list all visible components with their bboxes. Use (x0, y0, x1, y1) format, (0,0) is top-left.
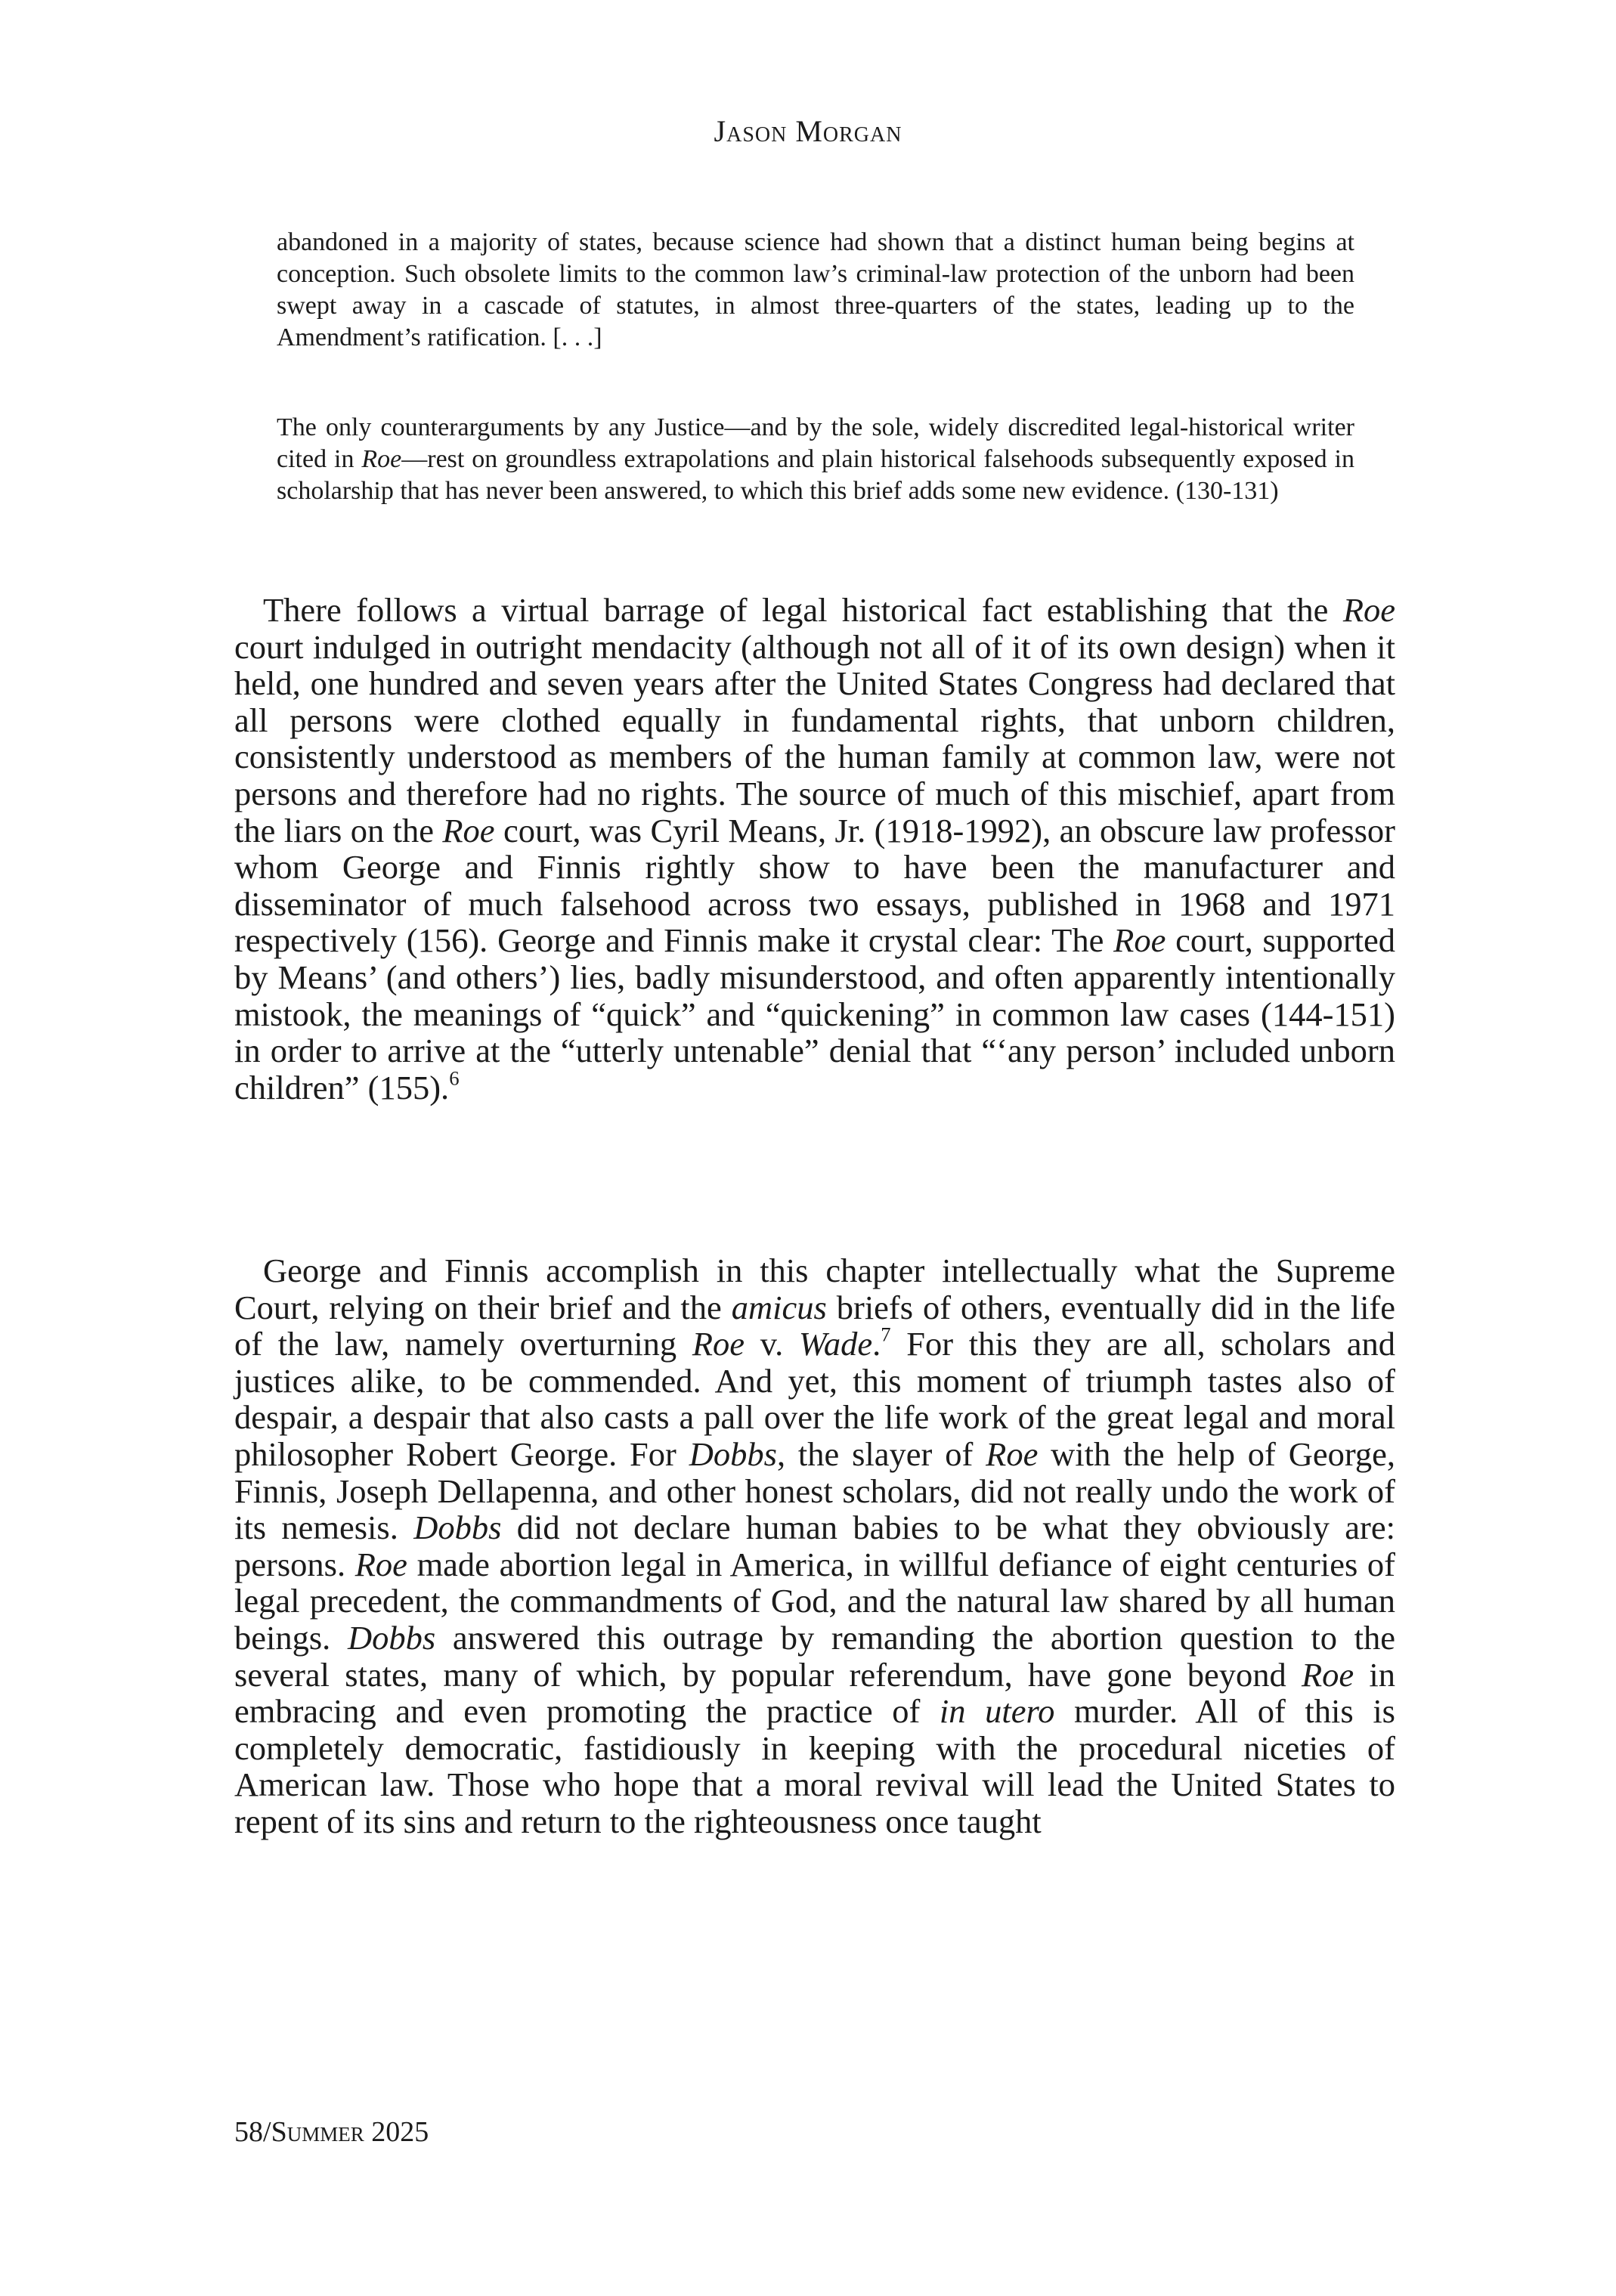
block-quote-paragraph-2 (277, 412, 1354, 507)
text-run: There follows a virtual barrage of legal historical fact establishing that the (263, 591, 1343, 629)
text-run: did not declare human babies to be what they obviously are: persons. (234, 1508, 1395, 1583)
text-run: . (872, 1325, 881, 1363)
text-run: , the slayer of (776, 1434, 986, 1473)
text-run: made abortion legal in America, in willful defiance of eight centuries of legal precedent, the commandments of God, and the natural law shared by all human beings. (234, 1545, 1395, 1657)
text-run: court, supported by Means’ (and others’) lies, badly misunderstood, and often apparently intentionally mistook, the meanings of “quick” and “quickening” in common law cases (144-151) in order to arrive at the “utterly untenable” denial that “‘any person’ included unborn children” (155). (234, 921, 1395, 1106)
text-run: v. (745, 1325, 799, 1363)
text-run: answered this outrage by remanding the abortion question to the several states, many of which, by popular referendum, have gone beyond (234, 1618, 1395, 1694)
text-run: The only counterarguments by any Justice—and by the sole, widely discredited legal-historical writer cited in (277, 413, 1354, 473)
running-head: Jason Morgan (714, 114, 902, 148)
text-run: murder. All of this is completely democratic, fastidiously in keeping with the procedural niceties of American law. Those who hope that a moral revival will lead the United States to repent of its sins and return to the righteousness once taught (234, 1692, 1396, 1840)
case-name-italic: Roe (1113, 921, 1166, 960)
case-name-italic: Roe (361, 445, 402, 473)
case-name-italic: Roe (1342, 591, 1395, 629)
case-name-italic: Dobbs (348, 1618, 436, 1657)
issue-year: 2025 (364, 2116, 429, 2148)
footnote-marker[interactable]: 7 (881, 1323, 891, 1346)
case-name-italic: Roe (692, 1325, 745, 1363)
block-quote-paragraph-1: abandoned in a majority of states, because science had shown that a distinct human being begins at conception. Such obsolete limits to the common law’s criminal-law protection of the unborn had been swept away in a cascade of statutes, in almost three-quarters of the states, leading up to the Amendment’s ratification. [. . .] (277, 228, 1354, 351)
body-paragraph-1 (234, 592, 1395, 1106)
text-run: court indulged in outright mendacity (although not all of it of its own design) when it held, one hundred and seven years after the United States Congress had declared that all persons were clothed equally in fundamental rights, that unborn children, consistently understood as members of the human family at common law, were not persons and therefore had no rights. The source of much of this mischief, apart from the liars on the (234, 627, 1395, 849)
case-name-italic: Dobbs (689, 1434, 777, 1473)
latin-term-italic: in utero (939, 1692, 1055, 1731)
text-run: in embracing and even promoting the practice of (234, 1655, 1395, 1731)
text-run: For this they are all, scholars and justices alike, to be commended. And yet, this moment of triumph tastes also of despair, a despair that also casts a pall over the life work of the great legal and moral philosopher Robert George. For (234, 1325, 1395, 1473)
text-run: briefs of others, eventually did in the life of the law, namely overturning (234, 1288, 1396, 1363)
case-name-italic: Dobbs (413, 1508, 502, 1547)
case-name-italic: Roe (986, 1434, 1039, 1473)
text-run: George and Finnis accomplish in this chapter intellectually what the Supreme Court, relying on their brief and the (234, 1252, 1395, 1326)
text-run: —rest on groundless extrapolations and plain historical falsehoods subsequently exposed in scholarship that has never been answered, to which this brief adds some new evidence. (130-131) (277, 445, 1354, 505)
case-name-italic: Roe (354, 1545, 407, 1583)
page-number: 58/ (234, 2116, 271, 2148)
footnote-marker[interactable]: 6 (449, 1066, 460, 1090)
case-name-italic: Roe (1302, 1655, 1354, 1694)
text-run: with the help of George, Finnis, Joseph Dellapenna, and other honest scholars, did not really undo the work of its nemesis. (234, 1434, 1395, 1547)
text-run: court, was Cyril Means, Jr. (1918-1992), an obscure law professor whom George and Finnis rightly show to have been the manufacturer and disseminator of much falsehood across two essays, published in 1968 and 1971 respectively (156). George and Finnis make it crystal clear: The (234, 811, 1395, 960)
latin-term-italic: amicus (731, 1288, 827, 1326)
page-footer (234, 2115, 429, 2149)
case-name-italic: Wade (798, 1325, 873, 1363)
issue-season: Summer (271, 2116, 364, 2148)
body-paragraph-2 (234, 1252, 1395, 1840)
case-name-italic: Roe (442, 811, 495, 849)
